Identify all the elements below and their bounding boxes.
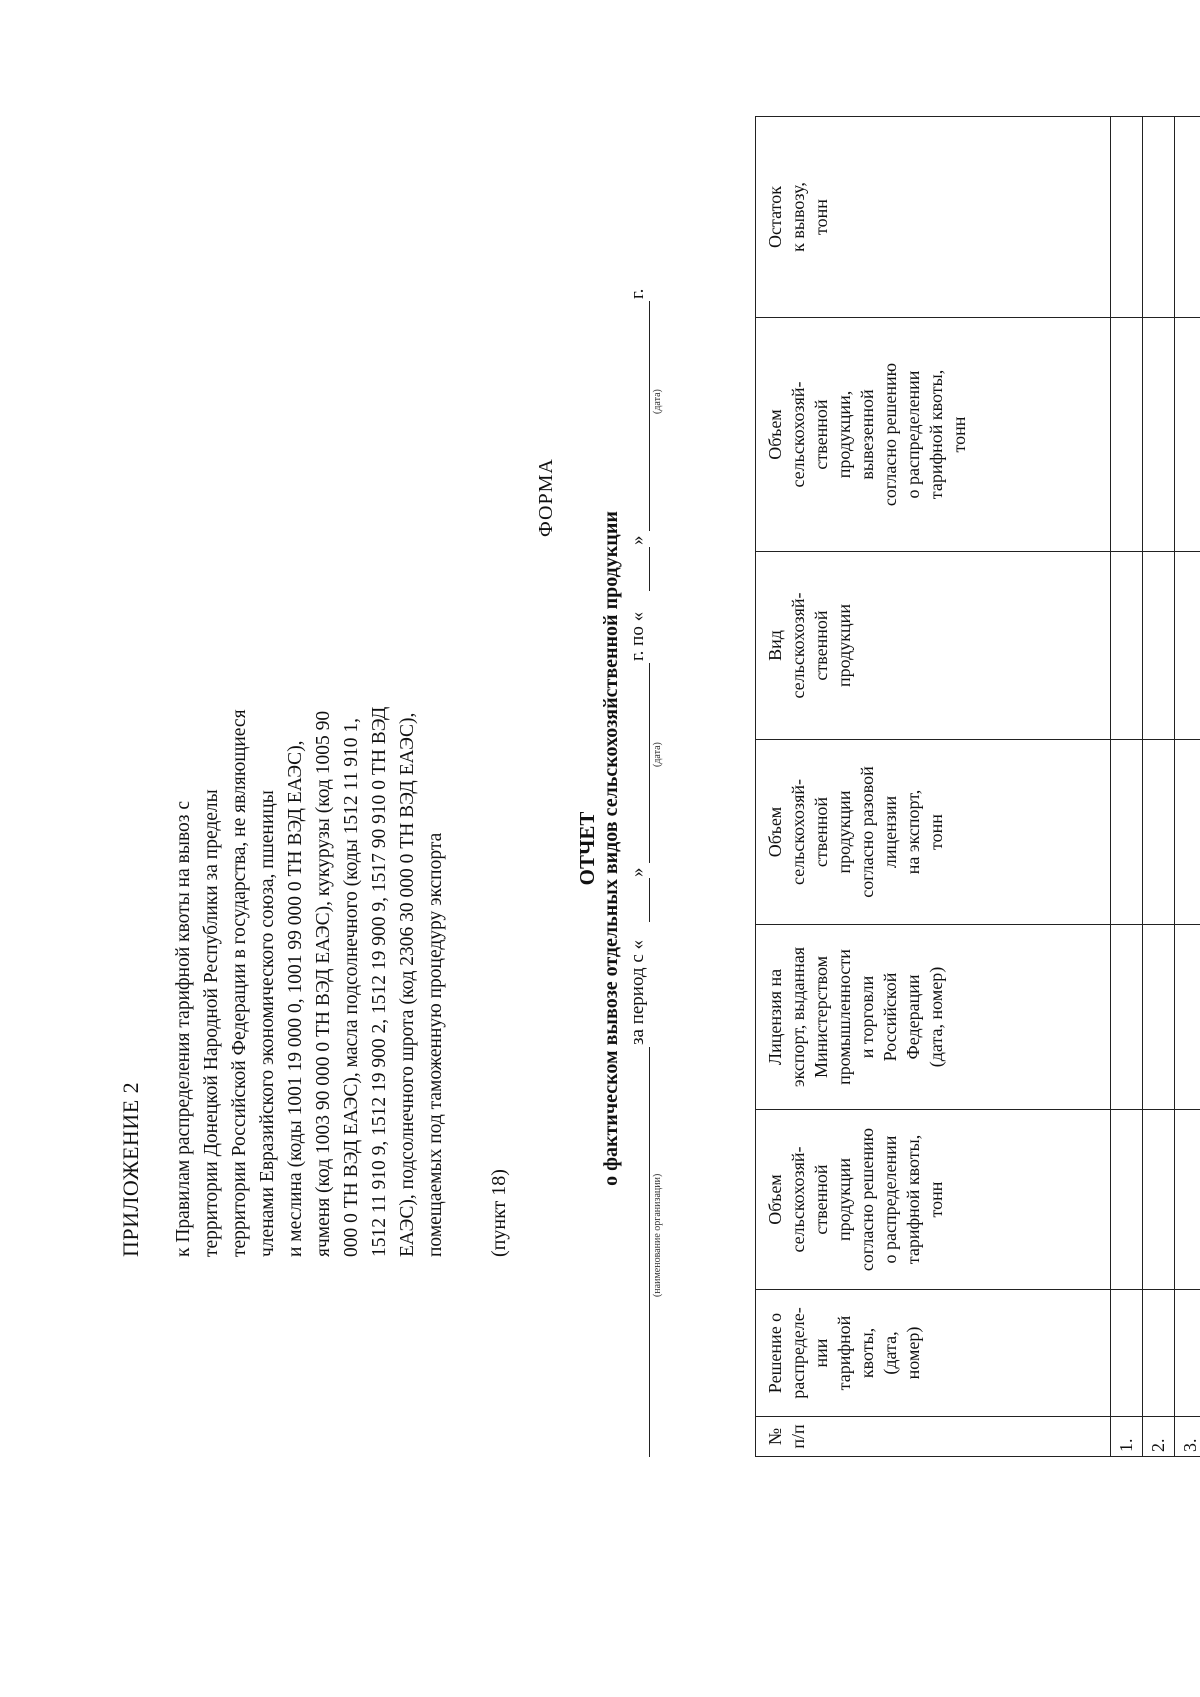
table-cell[interactable] [1111,552,1143,740]
report-table [755,116,1200,1457]
form-label: ФОРМА [535,458,557,537]
table-cell[interactable] [1111,117,1143,318]
appendix-line: помещаемых под таможенную процедуру экспорта [425,832,446,1257]
period-year-suffix: г. [627,288,648,299]
row-number: 2. [1143,1417,1175,1457]
table-row [1111,117,1143,1457]
table-cell[interactable] [1143,740,1175,925]
report-title: ОТЧЕТ [575,811,599,886]
table-cell[interactable] [1175,1290,1200,1417]
table-cell[interactable] [1175,318,1200,552]
period-end-quote: » [627,535,648,545]
table-row [1175,117,1200,1457]
organization-name-line[interactable] [625,1047,650,1457]
period-end-caption: (дата) [652,389,663,414]
table-cell[interactable] [1111,1110,1143,1290]
report-subtitle: о фактическом вывозе отдельных видов сельскохозяйственной продукции [600,511,622,1186]
table-header-row [756,117,1111,1457]
table-cell[interactable] [1143,925,1175,1110]
period-prefix: за период с « [627,939,648,1045]
appendix-line: ЕАЭС), подсолнечного шрота (код 2306 30 000 0 ТН ВЭД ЕАЭС), [397,712,418,1257]
period-start-quote: » [627,867,648,877]
header-cell-license-volume: Объем сельскохозяй- ственной продукции согласно разовой лицензии на экспорт, тонн [756,740,1111,925]
table-cell[interactable] [1143,1110,1175,1290]
header-cell-number: № п/п [756,1417,1111,1457]
appendix-line: 1512 11 910 9, 1512 19 900 2, 1512 19 900 9, 1517 90 910 0 ТН ВЭД [369,706,390,1257]
table-cell[interactable] [1175,117,1200,318]
period-mid-text: г. по « [627,611,648,661]
appendix-line: ячменя (код 1003 90 000 0 ТН ВЭД ЕАЭС), кукурузы (код 1005 90 [313,710,334,1257]
row-number: 3. [1175,1417,1200,1457]
table-cell[interactable] [1143,117,1175,318]
appendix-line: и меслина (коды 1001 19 000 0, 1001 99 000 0 ТН ВЭД ЕАЭС), [285,740,306,1257]
table-cell[interactable] [1175,552,1200,740]
appendix-line: членами Евразийского экономического союза, пшеницы [257,790,278,1257]
table-cell[interactable] [1143,318,1175,552]
header-cell-license: Лицензия на экспорт, выданная Министерством промышленности и торговли Российской Федерации (дата, номер) [756,925,1111,1110]
period-end-month-line[interactable] [625,301,650,531]
period-start-day-line[interactable] [625,878,650,922]
appendix-line: 000 0 ТН ВЭД ЕАЭС), масла подсолнечного (коды 1512 11 910 1, [341,718,362,1257]
table-cell[interactable] [1111,1290,1143,1417]
appendix-body [170,127,450,1257]
table-row [1143,117,1175,1457]
appendix-line: территории Донецкой Народной Республики за пределы [201,789,222,1257]
header-cell-product-type: Вид сельскохозяй- ственной продукции [756,552,1111,740]
table-cell[interactable] [1143,552,1175,740]
header-cell-quota-volume: Объем сельскохозяй- ственной продукции согласно решению о распределении тарифной квоты, тонн [756,1110,1111,1290]
appendix-title: ПРИЛОЖЕНИЕ 2 [118,1081,143,1257]
table-cell[interactable] [1175,740,1200,925]
table-cell[interactable] [1111,318,1143,552]
table-cell[interactable] [1175,925,1200,1110]
appendix-line: к Правилам распределения тарифной квоты на вывоз с [173,800,194,1257]
point-reference: (пункт 18) [488,1169,510,1257]
table-cell[interactable] [1175,1110,1200,1290]
table-cell[interactable] [1143,1290,1175,1417]
period-start-month-line[interactable] [625,663,650,863]
row-number: 1. [1111,1417,1143,1457]
period-end-day-line[interactable] [625,547,650,591]
table-cell[interactable] [1111,925,1143,1110]
appendix-line: территории Российской Федерации в государства, не являющиеся [229,709,250,1257]
organization-name-caption: (наименование организации) [652,1173,663,1297]
period-start-caption: (дата) [652,742,663,767]
header-cell-exported-volume: Объем сельскохозяй- ственной продукции, вывезенной согласно решению о распределении тарифной квоты, тонн [756,318,1111,552]
table-cell[interactable] [1111,740,1143,925]
header-cell-decision: Решение о распределе- нии тарифной квоты, (дата, номер) [756,1290,1111,1417]
header-cell-remaining: Остаток к вывозу, тонн [756,117,1111,318]
